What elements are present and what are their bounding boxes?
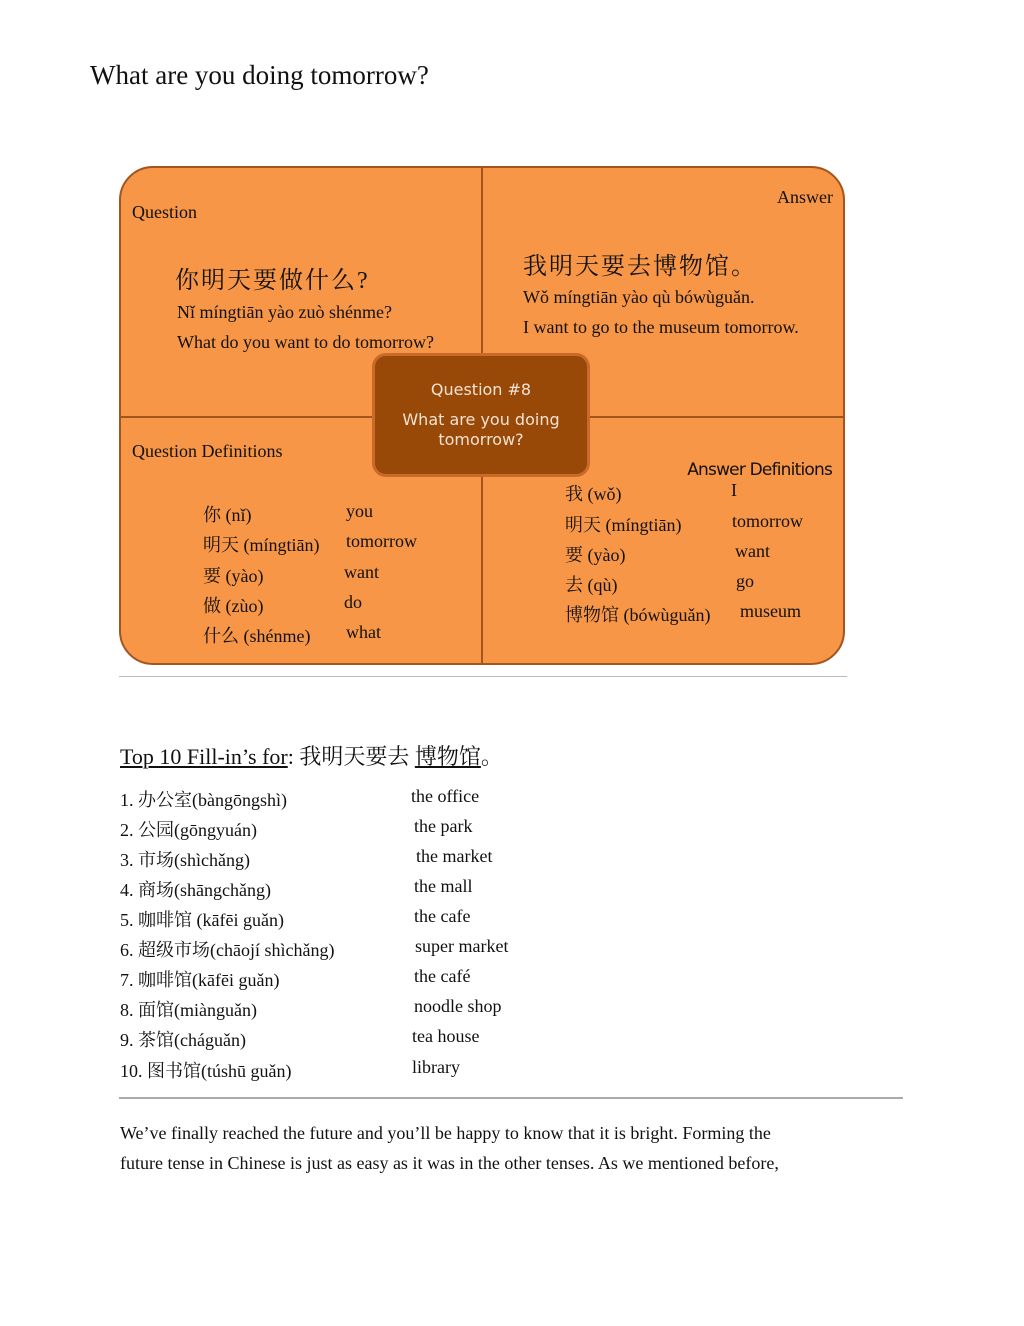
question-definition-term: 你 (nǐ) (203, 505, 252, 525)
answer-chinese: 我明天要去博物馆。 (523, 254, 757, 280)
body-paragraph (120, 1118, 880, 1178)
fill-in-chinese: 10. 图书馆(túshū guǎn) (120, 1061, 292, 1081)
answer-definition-meaning: I (731, 480, 737, 500)
divider (119, 1097, 903, 1099)
fill-in-title-word: 博物馆 (414, 744, 481, 769)
answer-definition-term: 要 (yào) (565, 545, 626, 565)
answer-definition-term: 明天 (míngtiān) (565, 515, 682, 535)
question-definition-term: 要 (yào) (203, 566, 264, 586)
fill-in-english: noodle shop (414, 996, 502, 1016)
paragraph-line: future tense in Chinese is just as easy as it was in the other tenses. As we mentioned before, (120, 1153, 779, 1173)
question-definition-meaning: what (346, 622, 381, 642)
fill-in-chinese: 7. 咖啡馆(kāfēi guǎn) (120, 970, 280, 990)
question-definition-term: 做 (zùo) (203, 596, 264, 616)
question-definition-term: 什么 (shénme) (203, 626, 311, 646)
fill-in-english: the cafe (414, 906, 471, 926)
answer-definition-meaning: tomorrow (732, 511, 803, 531)
question-number-box (372, 353, 590, 477)
answer-definition-meaning: go (736, 571, 754, 591)
fill-in-chinese: 3. 市场(shìchǎng) (120, 850, 250, 870)
fill-in-english: library (412, 1057, 460, 1077)
fill-in-title-prefix: Top 10 Fill-in’s for (120, 744, 288, 769)
answer-definition-term: 去 (qù) (565, 575, 618, 595)
fill-in-chinese: 2. 公园(gōngyuán) (120, 820, 257, 840)
fill-in-chinese: 6. 超级市场(chāojí shìchǎng) (120, 940, 335, 960)
fill-in-english: super market (415, 936, 509, 956)
question-number: Question #8 (430, 380, 532, 399)
fill-in-english: the market (416, 846, 493, 866)
fill-in-title (120, 740, 503, 771)
fill-in-chinese: 1. 办公室(bàngōngshì) (120, 790, 287, 810)
answer-definitions-label: Answer Definitions (687, 460, 832, 480)
question-summary-line: What are you doing (402, 410, 560, 429)
answer-pinyin: Wǒ míngtiān yào qù bówùguǎn. (523, 287, 755, 307)
question-definition-meaning: want (344, 562, 379, 582)
answer-definition-term: 我 (wǒ) (565, 484, 622, 504)
question-label: Question (132, 202, 197, 222)
fill-in-title-sentence: : 我明天要去 (287, 744, 415, 769)
fill-in-title-end: 。 (480, 744, 503, 769)
divider (119, 676, 847, 677)
page-title: What are you doing tomorrow? (90, 60, 429, 90)
answer-label: Answer (777, 187, 833, 207)
question-definition-meaning: tomorrow (346, 531, 417, 551)
question-definition-meaning: you (346, 501, 373, 521)
answer-definition-meaning: museum (740, 601, 801, 621)
question-answer-diagram (119, 166, 845, 665)
fill-in-chinese: 8. 面馆(miànguǎn) (120, 1000, 257, 1020)
answer-definition-term: 博物馆 (bówùguǎn) (565, 605, 711, 625)
question-definitions-label: Question Definitions (132, 441, 283, 461)
question-definition-term: 明天 (míngtiān) (203, 535, 320, 555)
question-chinese: 你明天要做什么? (175, 268, 370, 294)
fill-in-chinese: 4. 商场(shāngchǎng) (120, 880, 271, 900)
answer-english: I want to go to the museum tomorrow. (523, 317, 799, 337)
fill-in-chinese: 9. 茶馆(cháguǎn) (120, 1030, 246, 1050)
fill-in-english: the café (414, 966, 471, 986)
paragraph-line: We’ve finally reached the future and you’ll be happy to know that it is bright. Forming the (120, 1123, 771, 1143)
question-summary-line: tomorrow? (438, 430, 524, 449)
question-definition-meaning: do (344, 592, 362, 612)
fill-in-english: the office (411, 786, 480, 806)
fill-in-english: tea house (412, 1026, 480, 1046)
fill-in-english: the park (414, 816, 473, 836)
fill-in-chinese: 5. 咖啡馆 (kāfēi guǎn) (120, 910, 284, 930)
fill-in-english: the mall (414, 876, 473, 896)
question-english: What do you want to do tomorrow? (177, 332, 434, 352)
question-pinyin: Nǐ míngtiān yào zuò shénme? (177, 302, 392, 322)
answer-definition-meaning: want (735, 541, 770, 561)
